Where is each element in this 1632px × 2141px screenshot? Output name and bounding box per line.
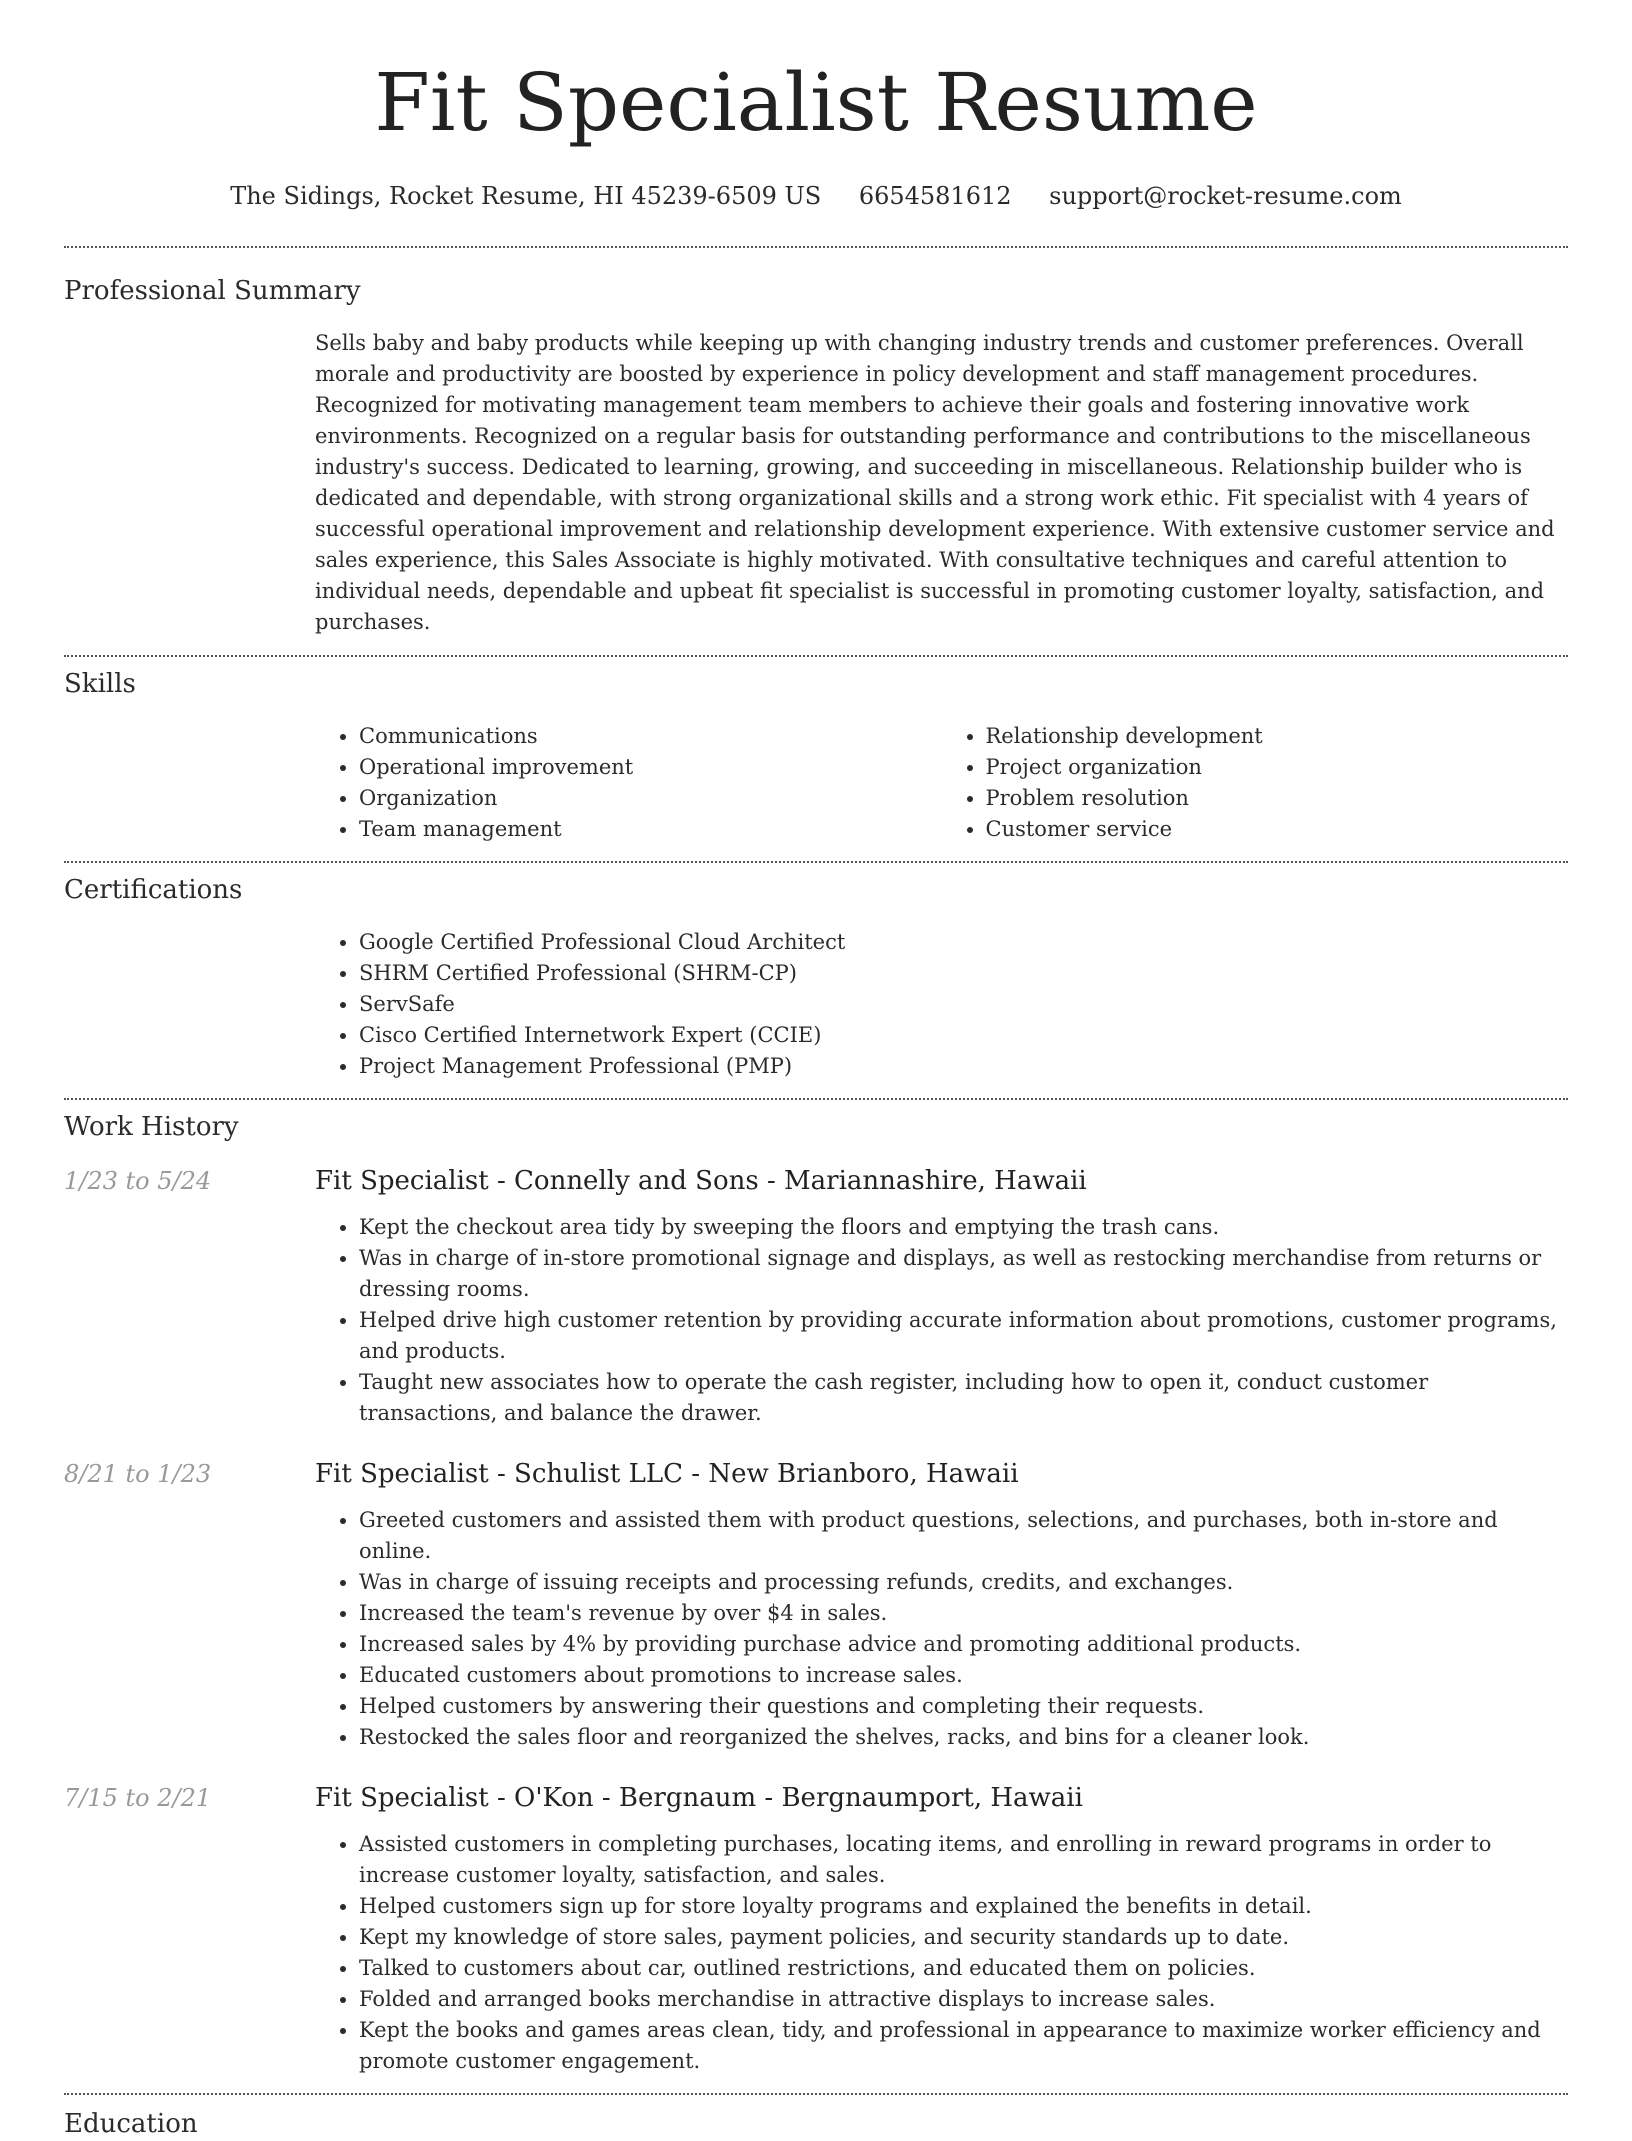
- certification-item: • Project Management Professional (PMP): [359, 1051, 1568, 1082]
- job-bullet: • Helped customers sign up for store loyalty programs and explained the benefits in detail.: [359, 1891, 1568, 1922]
- contact-email[interactable]: support@rocket-resume.com: [1049, 182, 1402, 210]
- certifications-list: [315, 927, 1568, 1082]
- divider: [64, 1098, 1568, 1100]
- skill-item: • Communications: [359, 721, 942, 752]
- certification-item: • Cisco Certified Internetwork Expert (CCIE): [359, 1020, 1568, 1051]
- contact-address: The Sidings, Rocket Resume, HI 45239-6509 US: [230, 182, 822, 210]
- job-bullet: • Was in charge of in-store promotional signage and displays, as well as restocking merchandise from returns or dressing rooms.: [359, 1243, 1568, 1305]
- skill-item: • Organization: [359, 783, 942, 814]
- work-section: [64, 1110, 1568, 2077]
- job-entry: [64, 1164, 1568, 1429]
- skill-item: • Problem resolution: [986, 783, 1569, 814]
- certification-item: • Google Certified Professional Cloud Architect: [359, 927, 1568, 958]
- job-bullet: • Taught new associates how to operate the cash register, including how to open it, conduct customer transactions, and balance the drawer.: [359, 1367, 1568, 1429]
- job-bullets: [315, 1212, 1568, 1429]
- job-bullets: [315, 1829, 1568, 2077]
- divider: [64, 2093, 1568, 2095]
- job-bullet: • Talked to customers about car, outlined restrictions, and educated them on policies.: [359, 1953, 1568, 1984]
- skills-heading: Skills: [64, 669, 136, 699]
- job-bullet: • Helped drive high customer retention by providing accurate information about promotions, customer programs, and products.: [359, 1305, 1568, 1367]
- job-bullet: • Educated customers about promotions to increase sales.: [359, 1660, 1568, 1691]
- job-bullet: • Was in charge of issuing receipts and processing refunds, credits, and exchanges.: [359, 1567, 1568, 1598]
- summary-text: Sells baby and baby products while keeping up with changing industry trends and customer preferences. Overall morale and productivity are boosted by experience in policy development and staff management procedures. Recognized for motivating management team members to achieve their goals and fostering innovative work environments. Recognized on a regular basis for outstanding performance and contributions to the miscellaneous industry's success. Dedicated to learning, growing, and succeeding in miscellaneous. Relationship builder who is dedicated and dependable, with strong organizational skills and a strong work ethic. Fit specialist with 4 years of successful operational improvement and relationship development experience. With extensive customer service and sales experience, this Sales Associate is highly motivated. With consultative techniques and careful attention to individual needs, dependable and upbeat fit specialist is successful in promoting customer loyalty, satisfaction, and purchases.: [315, 331, 1555, 634]
- job-title: Fit Specialist - Schulist LLC - New Brianboro, Hawaii: [315, 1459, 1019, 1489]
- work-heading: Work History: [64, 1112, 239, 1142]
- job-bullets: [315, 1505, 1568, 1753]
- resume-title: Fit Specialist Resume: [374, 56, 1258, 149]
- job-bullet: • Assisted customers in completing purchases, locating items, and enrolling in reward programs in order to increase customer loyalty, satisfaction, and sales.: [359, 1829, 1568, 1891]
- certification-item: • SHRM Certified Professional (SHRM-CP): [359, 958, 1568, 989]
- divider: [64, 861, 1568, 863]
- job-dates: 7/15 to 2/21: [64, 1784, 212, 1812]
- skills-list-right: [942, 721, 1569, 845]
- skill-item: • Customer service: [986, 814, 1569, 845]
- summary-section: [64, 274, 1568, 638]
- skill-item: • Relationship development: [986, 721, 1569, 752]
- job-title: Fit Specialist - O'Kon - Bergnaum - Bergnaumport, Hawaii: [315, 1783, 1083, 1813]
- skill-item: • Team management: [359, 814, 942, 845]
- job-bullet: • Greeted customers and assisted them with product questions, selections, and purchases, both in-store and online.: [359, 1505, 1568, 1567]
- job-bullet: • Folded and arranged books merchandise in attractive displays to increase sales.: [359, 1984, 1568, 2015]
- job-dates: 1/23 to 5/24: [64, 1167, 212, 1195]
- job-bullet: • Kept the checkout area tidy by sweeping the floors and emptying the trash cans.: [359, 1212, 1568, 1243]
- contact-phone: 6654581612: [858, 182, 1012, 210]
- resume-page: [64, 0, 1568, 2141]
- divider: [64, 246, 1568, 248]
- job-entry: [64, 1457, 1568, 1753]
- summary-heading: Professional Summary: [64, 276, 361, 306]
- job-bullet: • Helped customers by answering their questions and completing their requests.: [359, 1691, 1568, 1722]
- certifications-section: [64, 873, 1568, 1082]
- job-bullet: • Kept the books and games areas clean, tidy, and professional in appearance to maximize worker efficiency and promote customer engagement.: [359, 2015, 1568, 2077]
- skill-item: • Project organization: [986, 752, 1569, 783]
- job-entry: [64, 1781, 1568, 2077]
- job-bullet: • Increased sales by 4% by providing purchase advice and promoting additional products.: [359, 1629, 1568, 1660]
- education-section: [64, 2107, 1568, 2141]
- job-title: Fit Specialist - Connelly and Sons - Mariannashire, Hawaii: [315, 1166, 1087, 1196]
- contact-line: [64, 178, 1568, 214]
- certifications-heading: Certifications: [64, 875, 243, 905]
- job-dates: 8/21 to 1/23: [64, 1460, 212, 1488]
- job-bullet: • Increased the team's revenue by over $4 in sales.: [359, 1598, 1568, 1629]
- divider: [64, 655, 1568, 657]
- skill-item: • Operational improvement: [359, 752, 942, 783]
- skills-section: [64, 667, 1568, 845]
- certification-item: • ServSafe: [359, 989, 1568, 1020]
- job-bullet: • Kept my knowledge of store sales, payment policies, and security standards up to date.: [359, 1922, 1568, 1953]
- skills-list-left: [315, 721, 942, 845]
- job-bullet: • Restocked the sales floor and reorganized the shelves, racks, and bins for a cleaner look.: [359, 1722, 1568, 1753]
- education-heading: Education: [64, 2109, 198, 2139]
